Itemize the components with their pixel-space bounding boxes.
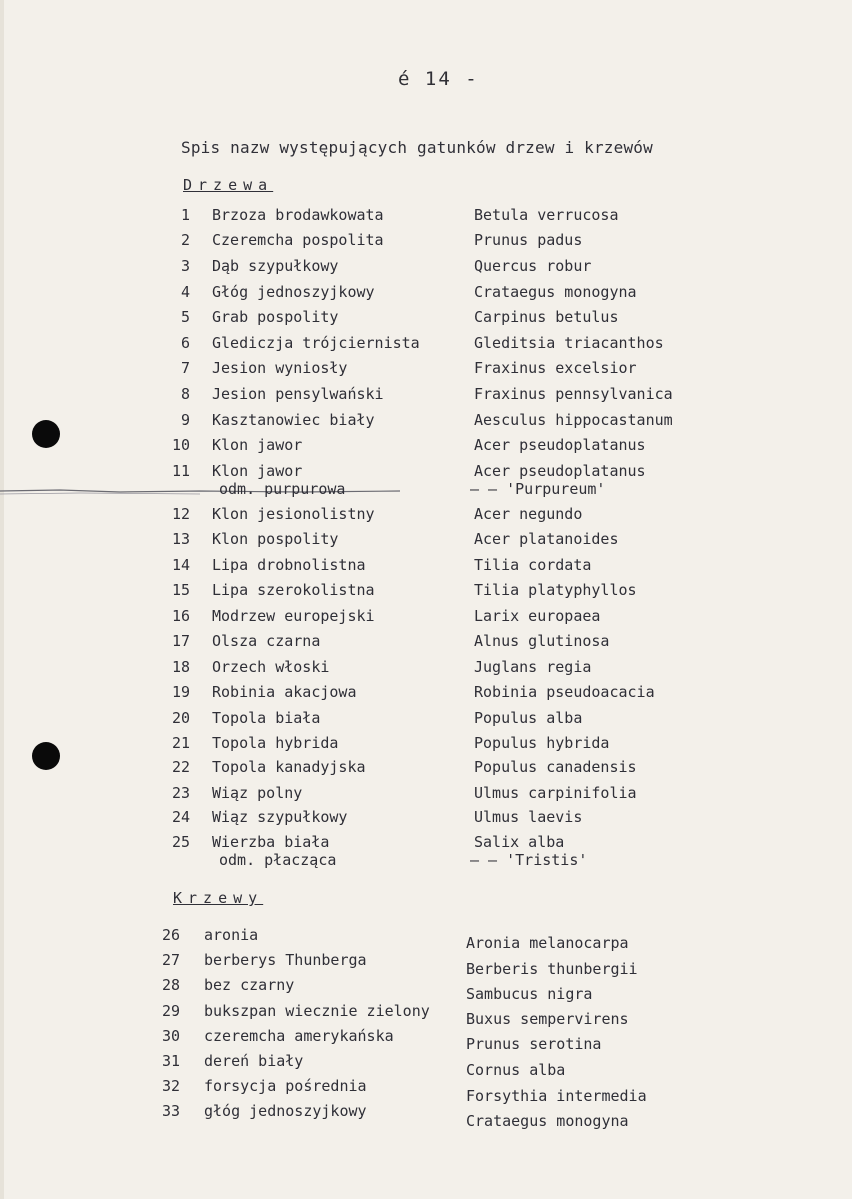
polish-name: Głóg jednoszyjkowy [212, 283, 375, 301]
polish-name: Modrzew europejski [212, 607, 375, 625]
polish-name: Jesion wyniosły [212, 359, 348, 377]
polish-name: Klon jawor [212, 462, 303, 480]
species-number: 3 [180, 257, 190, 275]
polish-name: dereń biały [204, 1052, 304, 1070]
polish-name: Klon jawor [212, 436, 303, 454]
polish-name: Klon jesionolistny [212, 505, 375, 523]
species-number: 4 [180, 283, 190, 301]
polish-name: głóg jednoszyjkowy [204, 1102, 367, 1120]
latin-name: Larix europaea [474, 607, 601, 625]
page-edge [0, 0, 4, 1199]
species-number: 24 [171, 808, 190, 826]
latin-name: Cornus alba [466, 1061, 566, 1079]
latin-name: Forsythia intermedia [466, 1087, 647, 1105]
species-number: 18 [171, 658, 190, 676]
species-number: 11 [171, 462, 190, 480]
latin-name: Crataegus monogyna [474, 283, 637, 301]
latin-name: Crataegus monogyna [466, 1112, 629, 1130]
species-number: 2 [180, 231, 190, 249]
latin-name: Sambucus nigra [466, 985, 593, 1003]
species-number: 29 [161, 1002, 180, 1020]
latin-name: Salix alba [474, 833, 565, 851]
polish-name: bez czarny [204, 976, 295, 994]
species-number: 32 [161, 1077, 180, 1095]
latin-name: Alnus glutinosa [474, 632, 610, 650]
polish-name: berberys Thunberga [204, 951, 367, 969]
latin-name: Acer pseudoplatanus [474, 462, 646, 480]
latin-variety: — — 'Tristis' [470, 851, 588, 869]
polish-name: Wiąz polny [212, 784, 303, 802]
latin-name: Quercus robur [474, 257, 592, 275]
latin-name: Ulmus laevis [474, 808, 583, 826]
polish-name: Dąb szypułkowy [212, 257, 339, 275]
species-number: 19 [171, 683, 190, 701]
polish-name: Brzoza brodawkowata [212, 206, 384, 224]
latin-name: Fraxinus excelsior [474, 359, 637, 377]
latin-name: Tilia platyphyllos [474, 581, 637, 599]
species-number: 5 [180, 308, 190, 326]
polish-name: Topola biała [212, 709, 321, 727]
latin-name: Acer negundo [474, 505, 583, 523]
polish-name: Wiąz szypułkowy [212, 808, 348, 826]
polish-name: Robinia akacjowa [212, 683, 357, 701]
polish-variety: odm. płacząca [219, 851, 337, 869]
species-number: 14 [171, 556, 190, 574]
polish-name: Klon pospolity [212, 530, 339, 548]
section-heading-shrubs: Krzewy [173, 889, 264, 907]
latin-variety: — — 'Purpureum' [470, 480, 606, 498]
species-number: 16 [171, 607, 190, 625]
latin-name: Populus canadensis [474, 758, 637, 776]
species-number: 26 [161, 926, 180, 944]
polish-name: Kasztanowiec biały [212, 411, 375, 429]
latin-name: Carpinus betulus [474, 308, 619, 326]
polish-name: Lipa drobnolistna [212, 556, 366, 574]
latin-name: Acer platanoides [474, 530, 619, 548]
polish-name: Topola kanadyjska [212, 758, 366, 776]
latin-name: Robinia pseudoacacia [474, 683, 655, 701]
latin-name: Juglans regia [474, 658, 592, 676]
species-number: 33 [161, 1102, 180, 1120]
section-heading-trees: Drzewa [183, 176, 274, 194]
species-number: 23 [171, 784, 190, 802]
latin-name: Aronia melanocarpa [466, 934, 629, 952]
species-number: 20 [171, 709, 190, 727]
latin-name: Berberis thunbergii [466, 960, 638, 978]
species-number: 25 [171, 833, 190, 851]
polish-name: Olsza czarna [212, 632, 321, 650]
polish-name: Wierzba biała [212, 833, 330, 851]
polish-name: Topola hybrida [212, 734, 339, 752]
polish-name: Glediczja trójciernista [212, 334, 420, 352]
latin-name: Populus alba [474, 709, 583, 727]
species-number: 22 [171, 758, 190, 776]
polish-name: czeremcha amerykańska [204, 1027, 394, 1045]
species-number: 7 [180, 359, 190, 377]
species-number: 31 [161, 1052, 180, 1070]
punch-hole-bottom [32, 742, 60, 770]
latin-name: Aesculus hippocastanum [474, 411, 673, 429]
polish-variety: odm. purpurowa [219, 480, 346, 498]
polish-name: aronia [204, 926, 259, 944]
species-number: 21 [171, 734, 190, 752]
latin-name: Populus hybrida [474, 734, 610, 752]
polish-name: Grab pospolity [212, 308, 339, 326]
polish-name: forsycja pośrednia [204, 1077, 367, 1095]
species-number: 17 [171, 632, 190, 650]
page-number: é 14 - [398, 68, 479, 90]
latin-name: Betula verrucosa [474, 206, 619, 224]
polish-name: Orzech włoski [212, 658, 330, 676]
species-number: 28 [161, 976, 180, 994]
punch-hole-top [32, 420, 60, 448]
species-number: 27 [161, 951, 180, 969]
latin-name: Tilia cordata [474, 556, 592, 574]
species-number: 13 [171, 530, 190, 548]
species-number: 10 [171, 436, 190, 454]
species-number: 30 [161, 1027, 180, 1045]
latin-name: Fraxinus pennsylvanica [474, 385, 673, 403]
species-number: 12 [171, 505, 190, 523]
latin-name: Ulmus carpinifolia [474, 784, 637, 802]
species-number: 15 [171, 581, 190, 599]
latin-name: Acer pseudoplatanus [474, 436, 646, 454]
polish-name: bukszpan wiecznie zielony [204, 1002, 430, 1020]
polish-name: Jesion pensylwański [212, 385, 384, 403]
species-number: 9 [180, 411, 190, 429]
document-title: Spis nazw występujących gatunków drzew i krzewów [181, 138, 653, 157]
species-number: 8 [180, 385, 190, 403]
species-number: 6 [180, 334, 190, 352]
latin-name: Buxus sempervirens [466, 1010, 629, 1028]
species-number: 1 [180, 206, 190, 224]
latin-name: Prunus serotina [466, 1035, 602, 1053]
latin-name: Gleditsia triacanthos [474, 334, 664, 352]
polish-name: Czeremcha pospolita [212, 231, 384, 249]
polish-name: Lipa szerokolistna [212, 581, 375, 599]
latin-name: Prunus padus [474, 231, 583, 249]
